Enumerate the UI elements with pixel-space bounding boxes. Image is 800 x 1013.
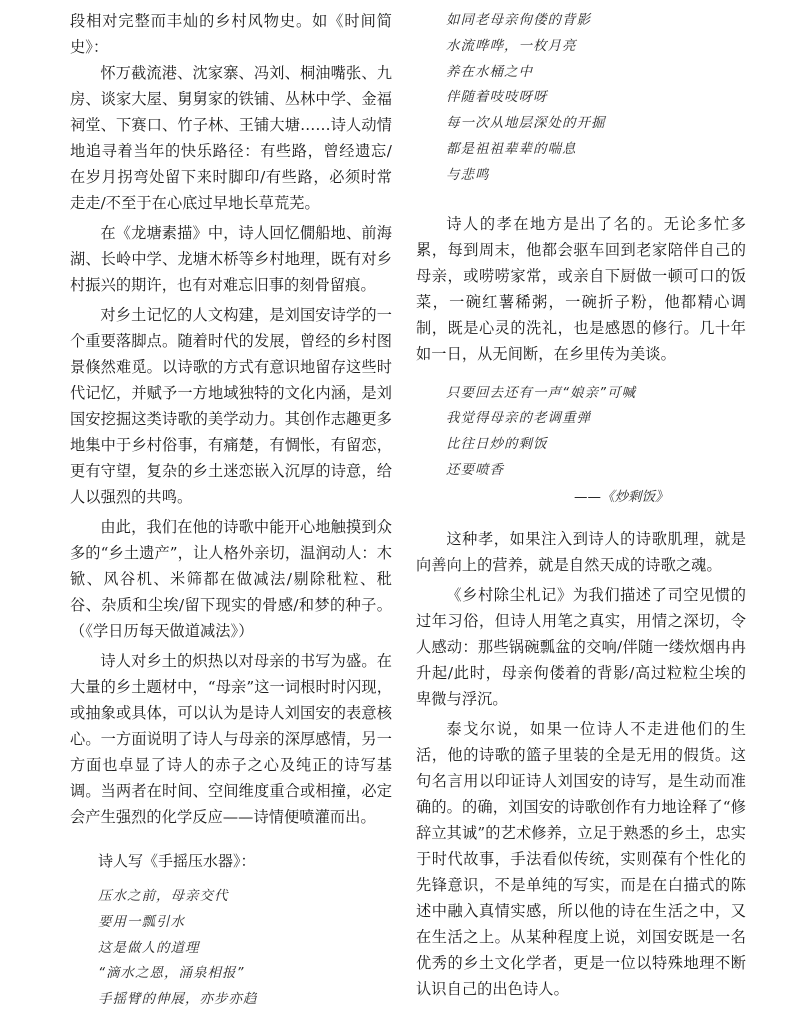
poem-line: 手摇臂的伸展，亦步亦趋: [98, 991, 258, 1008]
poem-line: 都是祖祖辈辈的喘息: [446, 140, 577, 157]
poem-line: 伴随着吱吱呀呀: [446, 89, 548, 106]
poem-hand-pump-continued: [446, 8, 746, 189]
poem-line: 还要喷香: [446, 461, 504, 478]
paragraph-rural-memory: 对乡土记忆的人文构建，是刘国安诗学的一个重要落脚点。随着时代的发展，曾经的乡村图景倏然难觅。以诗歌的方式有意识地留存这些时代记忆，并赋予一方地域独特的文化内涵，是刘国安挖掘这类诗歌的美学动力。其创作志趣更多地集中于乡村俗事，有痛楚，有惆怅，有留恋，更有守望，复杂的乡土迷恋嵌入沉厚的诗意，给人以强烈的共鸣。: [70, 306, 392, 506]
poem-line: 这是做人的道理: [98, 939, 200, 956]
paragraph-filial-piety: 诗人的孝在地方是出了名的。无论多忙多累，每到周末，他都会驱车回到老家陪伴自己的母亲，或唠唠家常，或亲自下厨做一顿可口的饭菜，一碗红薯稀粥，一碗折子粉，他都精心调制，既是心灵的洗礼，也是感恩的修行。几十年如一日，从无间断，在乡里传为美谈。: [416, 214, 746, 363]
poem-fried-rice: [446, 381, 746, 484]
poem-hand-pump: [98, 884, 392, 1013]
poem-line: 与悲鸣: [446, 166, 490, 183]
poem-line: 如同老母亲佝偻的背影: [446, 12, 591, 28]
poem-line: 要用一瓢引水: [98, 913, 185, 930]
paragraph-soul-of-poetry: 这种孝，如果注入到诗人的诗歌肌理，就是向善向上的营养，就是自然天成的诗歌之魂。: [416, 529, 746, 574]
paragraph-longtang-sketch: 在《龙塘素描》中，诗人回忆僩船地、前海湖、长岭中学、龙塘木桥等乡村地理，既有对乡村振兴的期许，也有对难忘旧事的刻骨留痕。: [70, 224, 392, 294]
paragraph-time-history-quote: 怀万截流港、沈家寨、冯刘、桐油嘴张、九房、谈家大屋、舅舅家的铁铺、丛林中学、金福祠堂、下赛口、竹子林、王铺大塘……诗人动情地追寻着当年的快乐路径：有些路，曾经遗忘/在岁月拐弯处留下来时脚印/有些路，必须时常走走/不至于在心底过早地长草荒芜。: [70, 64, 392, 212]
poem-line: 养在水桶之中: [446, 63, 533, 80]
poem-title-hand-pump: 诗人写《手摇压水器》：: [98, 852, 256, 870]
paragraph-mother-theme: 诗人对乡土的炽热以对母亲的书写为盛。在大量的乡土题材中，“母亲”这一词根时时闪现，或抽象或具体，可以认为是诗人刘国安的表意核心。一方面说明了诗人与母亲的深厚感情，另一方面也卓显了诗人的赤子之心及纯正的诗写基调。当两者在时间、空间维度重合或相撞，必定会产生强烈的化学反应——诗情便喷灌而出。: [70, 652, 392, 826]
poem-attribution: ——《炒剩饭》: [574, 488, 669, 505]
left-column: [70, 8, 392, 1013]
poem-line: 每一次从地层深处的开掘: [446, 115, 606, 132]
poem-line: “滴水之恩，涌泉相报”: [98, 965, 245, 982]
spacer: [416, 189, 746, 211]
poem-line: 我觉得母亲的老调重弹: [446, 410, 591, 427]
poem-line: 压水之前，母亲交代: [98, 888, 229, 904]
paragraph-continued: 段相对完整而丰灿的乡村风物史。如《时间简史》：: [70, 12, 392, 56]
right-column: [416, 8, 746, 1002]
poem-line: 比往日炒的剩饭: [446, 436, 548, 453]
poem-line: 水流哗哗，一枚月亮: [446, 37, 577, 54]
poem-line: 只要回去还有一声“娘亲”可喊: [446, 384, 636, 401]
paragraph-rural-heritage: 由此，我们在他的诗歌中能开心地触摸到众多的“乡土遗产”，让人格外亲切，温润动人：木锨、风谷机、米筛都在做减法/剔除秕粒、秕谷、杂质和尘埃/留下现实的骨感/和梦的种子。（《学日历每天做道减法》）: [70, 518, 392, 640]
spacer: [416, 510, 746, 526]
paragraph-dust-removal-notes: 《乡村除尘札记》为我们描述了司空见惯的过年习俗，但诗人用笔之真实，用情之深切，令人感动：那些锅碗瓢盆的交响/伴随一缕炊烟冉冉升起/此时，母亲佝偻着的背影/高过粒粒尘埃的卑微与浮沉。: [416, 585, 746, 708]
paragraph-tagore: 泰戈尔说，如果一位诗人不走进他们的生活，他的诗歌的篮子里装的全是无用的假货。这句名言用以印证诗人刘国安的诗写，是生动而准确的。的确，刘国安的诗歌创作有力地诠释了“修辞立其诚”的艺术修养，立足于熟悉的乡土，忠实于时代故事，手法看似传统，实则葆有个性化的先锋意识，不是单纯的写实，而是在白描式的陈述中融入真情实感，所以他的诗在生活之中，又在生活之上。从某种程度上说，刘国安既是一名优秀的乡土文化学者，更是一位以特殊地理不断认识自己的出色诗人。: [416, 719, 746, 998]
